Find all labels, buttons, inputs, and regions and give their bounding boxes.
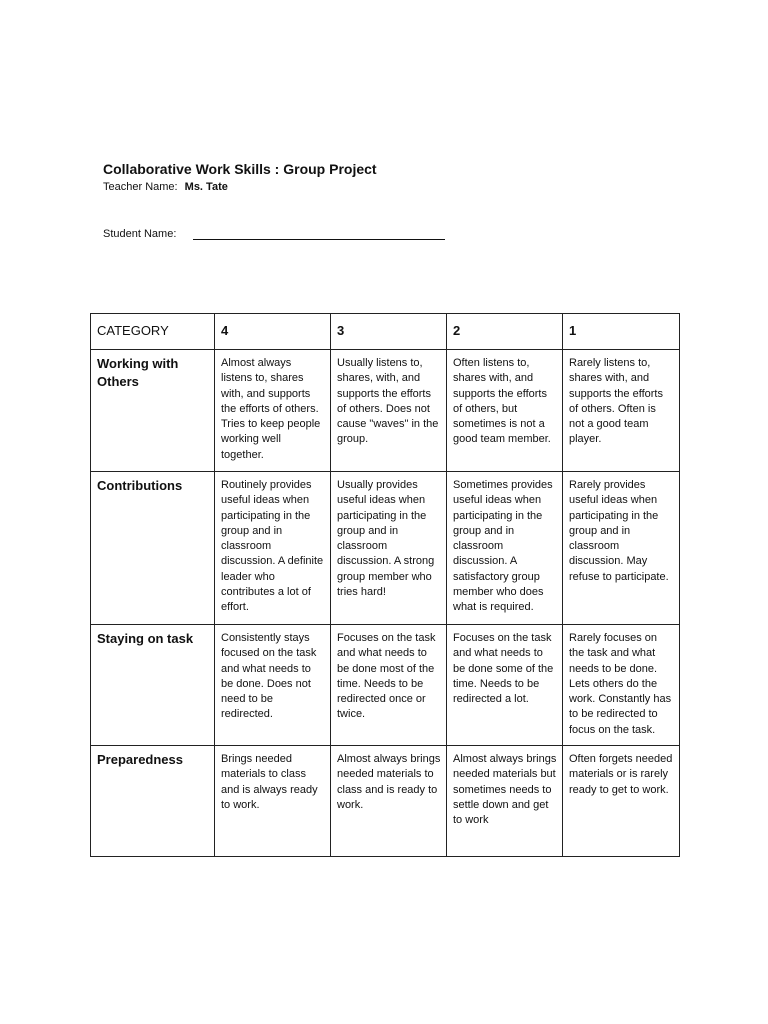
teacher-name-row	[103, 181, 228, 193]
category-working-with-others: Working with Others	[91, 350, 215, 472]
cell-working-with-others-4: Almost always listens to, shares with, and supports the efforts of others. Tries to keep people working well together.	[215, 350, 331, 472]
cell-preparedness-4: Brings needed materials to class and is always ready to work.	[215, 746, 331, 857]
cell-staying-on-task-2: Focuses on the task and what needs to be done some of the time. Needs to be redirected a lot.	[447, 625, 563, 746]
student-name-label: Student Name:	[103, 228, 177, 240]
rubric-row-contributions	[91, 472, 680, 625]
header-score-2: 2	[447, 314, 563, 350]
teacher-name-value: Ms. Tate	[184, 181, 228, 193]
rubric-table	[90, 313, 680, 857]
cell-contributions-3: Usually provides useful ideas when participating in the group and in classroom discussion. A strong group member who tries hard!	[331, 472, 447, 625]
rubric-row-preparedness	[91, 746, 680, 857]
cell-preparedness-2: Almost always brings needed materials but sometimes needs to settle down and get to work	[447, 746, 563, 857]
cell-working-with-others-3: Usually listens to, shares, with, and supports the efforts of others. Does not cause "waves" in the group.	[331, 350, 447, 472]
document-title: Collaborative Work Skills : Group Project	[103, 161, 377, 177]
category-contributions: Contributions	[91, 472, 215, 625]
cell-contributions-2: Sometimes provides useful ideas when participating in the group and in classroom discussion. A satisfactory group member who does what is required.	[447, 472, 563, 625]
cell-contributions-1: Rarely provides useful ideas when participating in the group and in classroom discussion. May refuse to participate.	[563, 472, 680, 625]
header-score-1: 1	[563, 314, 680, 350]
rubric-row-staying-on-task	[91, 625, 680, 746]
teacher-name-label: Teacher Name:	[103, 181, 178, 193]
rubric-header-row	[91, 314, 680, 350]
category-preparedness: Preparedness	[91, 746, 215, 857]
header-category: CATEGORY	[91, 314, 215, 350]
cell-staying-on-task-1: Rarely focuses on the task and what needs to be done. Lets others do the work. Constantly has to be redirected to focus on the task.	[563, 625, 680, 746]
cell-staying-on-task-3: Focuses on the task and what needs to be done most of the time. Needs to be redirected once or twice.	[331, 625, 447, 746]
cell-preparedness-1: Often forgets needed materials or is rarely ready to get to work.	[563, 746, 680, 857]
cell-working-with-others-1: Rarely listens to, shares with, and supports the efforts of others. Often is not a good team player.	[563, 350, 680, 472]
student-name-blank-line	[193, 239, 445, 240]
rubric-row-working-with-others	[91, 350, 680, 472]
header-score-4: 4	[215, 314, 331, 350]
cell-preparedness-3: Almost always brings needed materials to class and is ready to work.	[331, 746, 447, 857]
cell-staying-on-task-4: Consistently stays focused on the task and what needs to be done. Does not need to be redirected.	[215, 625, 331, 746]
cell-contributions-4: Routinely provides useful ideas when participating in the group and in classroom discussion. A definite leader who contributes a lot of effort.	[215, 472, 331, 625]
cell-working-with-others-2: Often listens to, shares with, and supports the efforts of others, but sometimes is not a good team member.	[447, 350, 563, 472]
header-score-3: 3	[331, 314, 447, 350]
category-staying-on-task: Staying on task	[91, 625, 215, 746]
